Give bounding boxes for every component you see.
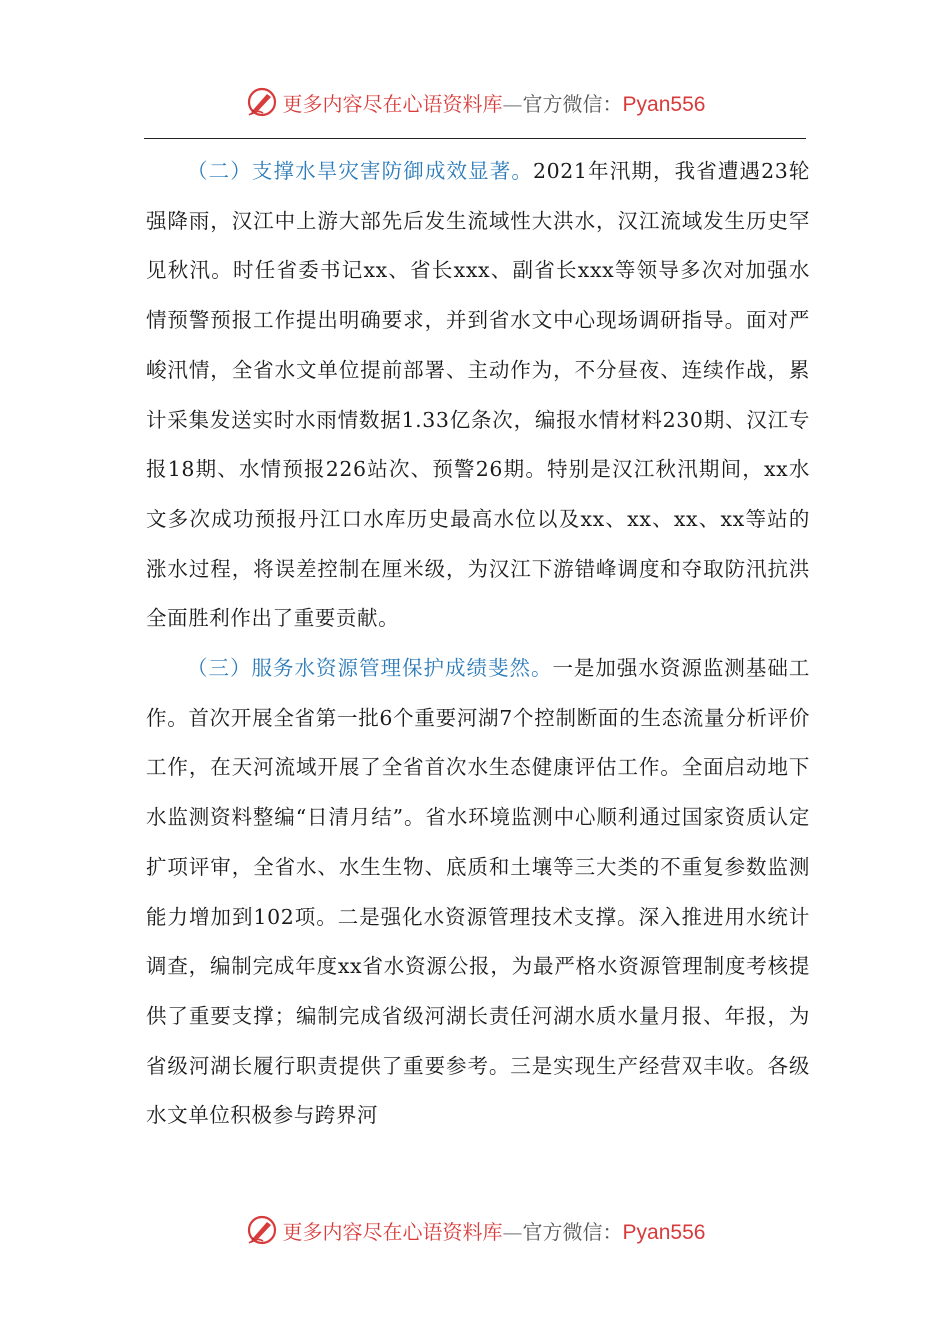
banner-wechat-id: Pyan556 [622,1220,706,1244]
paragraph-text: 2021年汛期，我省遭遇23轮强降雨，汉江中上游大部先后发生流域性大洪水，汉江流域发生历史罕见秋汛。时任省委书记xx、省长xxx、副省长xxx等领导多次对加强水情预警预报工作提出明确要求，并到省水文中心现场调研指导。面对严峻汛情，全省水文单位提前部署、主动作为，不分昼夜、连续作战，累计采集发送实时水雨情数据1.33亿条次，编报水情材料230期、汉江专报18期、水情预报226站次、预警26期。特别是汉江秋汛期间，xx水文多次成功预报丹江口水库历史最高水位以及xx、xx、xx、xx等站的涨水过程，将误差控制在厘米级，为汉江下游错峰调度和夺取防汛抗洪全面胜利作出了重要贡献。 [146,159,810,631]
section-heading: （二）支撑水旱灾害防御成效显著。 [187,159,533,183]
pen-circle-logo-icon [245,85,279,119]
banner-dash: — [502,1219,523,1244]
pen-circle-logo-icon [245,1213,279,1247]
banner-dash: — [502,91,523,116]
paragraph-text: 一是加强水资源监测基础工作。首次开展全省第一批6个重要河湖7个控制断面的生态流量分析评价工作，在天河流域开展了全省首次水生态健康评估工作。全面启动地下水监测资料整编“日清月结”。省水环境监测中心顺利通过国家资质认定扩项评审，全省水、水生生物、底质和土壤等三大类的不重复参数监测能力增加到102项。二是强化水资源管理技术支撑。深入推进用水统计调查，编制完成年度xx省水资源公报，为最严格水资源管理制度考核提供了重要支撑；编制完成省级河湖长责任河湖水质水量月报、年报，为省级河湖长履行职责提供了重要参考。三是实现生产经营双丰收。各级水文单位积极参与跨界河 [146,656,810,1128]
paragraph [146,644,810,1141]
banner-text [283,1216,706,1245]
banner-main: 更多内容尽在心语资料库 [282,1219,503,1244]
paragraph [146,147,810,644]
section-heading: （三）服务水资源管理保护成绩斐然。 [187,656,553,681]
banner-wechat-label: 官方微信： [522,91,623,116]
header-banner [0,82,950,122]
banner-wechat-label: 官方微信： [522,1219,623,1244]
banner-text [283,88,706,117]
document-body [146,147,810,1141]
header-divider [144,138,806,139]
banner-main: 更多内容尽在心语资料库 [282,91,503,116]
footer-banner [0,1210,950,1250]
banner-wechat-id: Pyan556 [622,92,706,116]
